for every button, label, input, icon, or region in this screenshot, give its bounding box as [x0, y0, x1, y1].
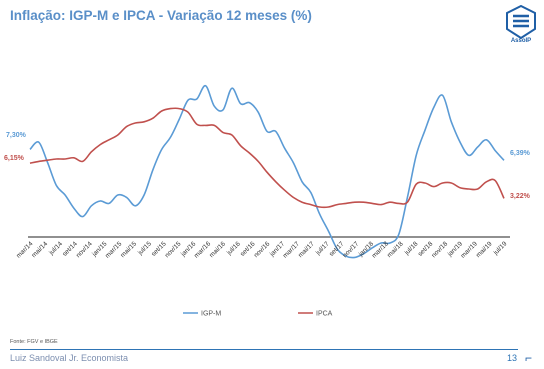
x-tick-label: nov/17 — [341, 240, 361, 260]
slide-title: Inflação: IGP-M e IPCA - Variação 12 meses (%) — [10, 8, 312, 23]
igpm-end-label: 6,39% — [510, 150, 530, 157]
x-tick-label: mar/15 — [104, 240, 124, 260]
x-tick-label: jul/15 — [136, 240, 153, 257]
x-tick-label: nov/18 — [430, 240, 450, 260]
page-number: 13 — [507, 353, 518, 363]
x-tick-label: mar/14 — [15, 240, 35, 260]
legend-ipca-label: IPCA — [316, 310, 333, 318]
x-tick-label: set/15 — [150, 240, 168, 258]
x-tick-label: set/18 — [416, 240, 435, 258]
igpm-start-label: 7,30% — [6, 132, 26, 139]
logo-text: AssoIP — [510, 38, 532, 44]
x-tick-label: mar/19 — [459, 240, 479, 260]
x-tick-label: mai/15 — [119, 240, 139, 260]
chart-legend — [183, 311, 333, 318]
source-note: Fonte: FGV e IBGE — [10, 339, 58, 345]
x-tick-label: jan/17 — [268, 240, 287, 258]
x-tick-label: jul/19 — [492, 240, 509, 257]
x-tick-label: mai/14 — [30, 240, 50, 260]
x-tick-label: nov/16 — [252, 240, 272, 260]
x-tick-label: jul/14 — [48, 240, 65, 257]
footer-divider — [10, 349, 518, 350]
x-tick-label: set/17 — [328, 240, 346, 258]
x-tick-label: mai/19 — [474, 240, 494, 260]
x-tick-label: set/16 — [239, 240, 257, 258]
ipca-start-label: 6,15% — [4, 155, 24, 162]
x-tick-label: mai/16 — [208, 240, 228, 260]
ipca-end-label: 3,22% — [510, 193, 530, 200]
x-tick-label: mar/17 — [281, 240, 302, 260]
x-tick-label: mar/18 — [370, 240, 390, 260]
x-tick-label: mai/17 — [297, 240, 316, 260]
x-tick-label: nov/14 — [74, 240, 94, 260]
footer-author: Luiz Sandoval Jr. Economista — [10, 353, 129, 363]
x-tick-label: jan/15 — [91, 240, 109, 258]
x-tick-label: nov/15 — [163, 240, 183, 260]
x-tick-label: jan/16 — [179, 240, 198, 258]
x-tick-label: jul/16 — [225, 240, 242, 257]
x-tick-label: jul/18 — [403, 240, 420, 257]
x-tick-label: jul/17 — [314, 240, 331, 257]
x-tick-label: jan/19 — [446, 240, 465, 258]
x-tick-label: mar/16 — [192, 240, 213, 260]
legend-igpm-label: IGP-M — [201, 310, 222, 318]
x-tick-label: set/14 — [61, 240, 79, 258]
x-tick-label: mai/18 — [385, 240, 405, 260]
corner-mark-icon: ⌐ — [525, 351, 533, 365]
x-tick-label: jan/18 — [357, 240, 376, 258]
ipca-series-line — [30, 108, 504, 207]
